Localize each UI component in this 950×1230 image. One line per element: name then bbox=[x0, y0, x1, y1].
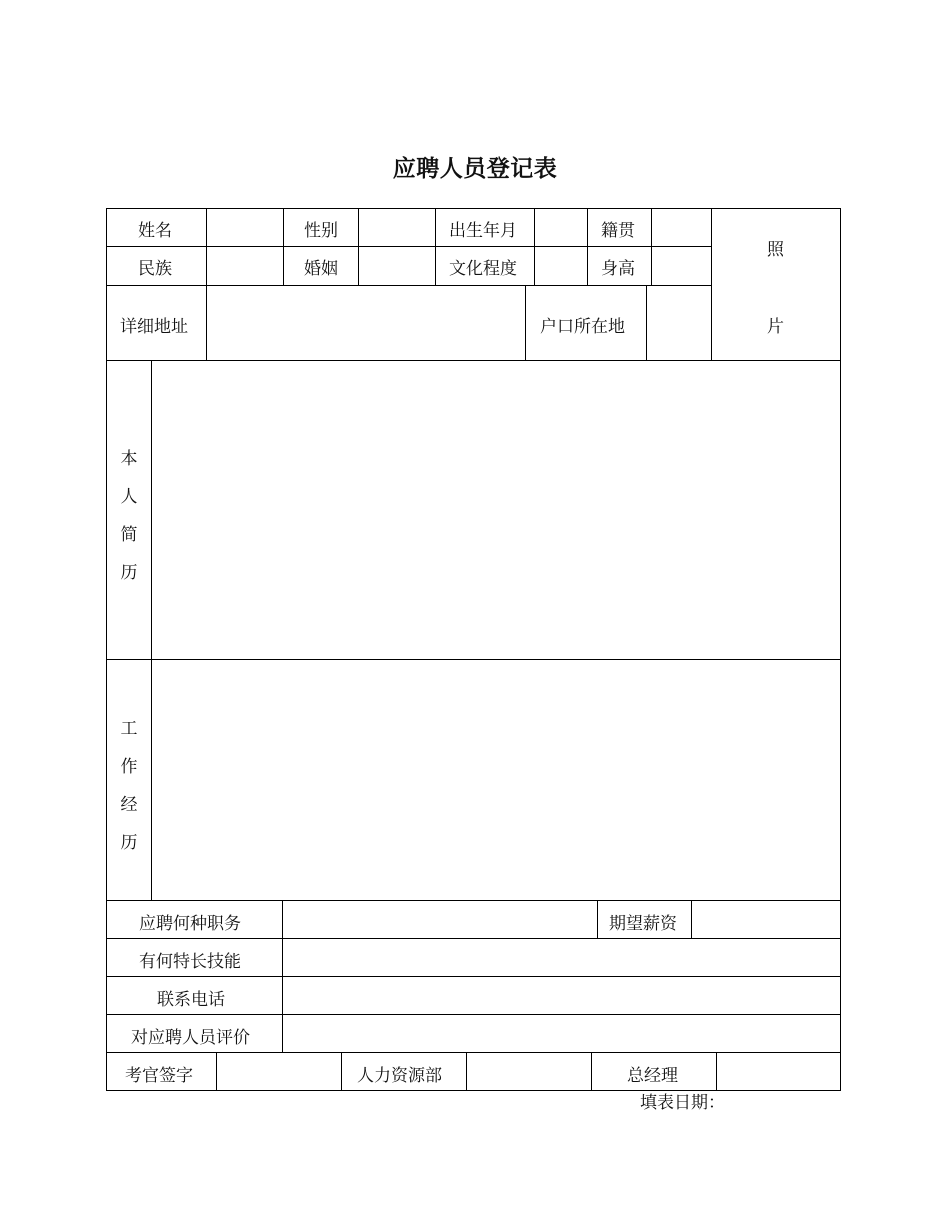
education-label: 文化程度 bbox=[449, 259, 517, 279]
expected-salary-field[interactable] bbox=[692, 901, 840, 938]
ethnicity-label: 民族 bbox=[138, 259, 172, 279]
birth-label: 出生年月 bbox=[449, 221, 517, 241]
form-title: 应聘人员登记表 bbox=[392, 156, 558, 182]
education-field[interactable] bbox=[535, 247, 587, 285]
marital-status-label: 婚姻 bbox=[304, 259, 338, 279]
hr-department-field[interactable] bbox=[467, 1053, 591, 1090]
address-label: 详细地址 bbox=[120, 317, 188, 337]
gender-label: 性别 bbox=[304, 221, 338, 241]
gender-field[interactable] bbox=[359, 209, 435, 246]
evaluation-label: 对应聘人员评价 bbox=[131, 1028, 250, 1048]
photo-label-char-1: 照 bbox=[767, 240, 784, 260]
height-label: 身高 bbox=[601, 259, 635, 279]
phone-field[interactable] bbox=[283, 977, 840, 1014]
ethnicity-field[interactable] bbox=[207, 247, 283, 285]
native-place-field[interactable] bbox=[652, 209, 711, 246]
work-experience-section-label: 工 作 经 历 bbox=[120, 719, 138, 853]
examiner-signature-field[interactable] bbox=[217, 1053, 341, 1090]
photo-box[interactable] bbox=[712, 209, 840, 360]
fill-date-label: 填表日期： bbox=[640, 1093, 725, 1113]
skills-field[interactable] bbox=[283, 939, 840, 976]
position-field[interactable] bbox=[283, 901, 597, 938]
evaluation-field[interactable] bbox=[283, 1015, 840, 1052]
resume-field[interactable] bbox=[152, 361, 840, 659]
address-field[interactable] bbox=[207, 286, 525, 360]
hr-department-label: 人力资源部 bbox=[357, 1066, 442, 1086]
height-field[interactable] bbox=[652, 247, 711, 285]
position-label: 应聘何种职务 bbox=[139, 914, 241, 934]
marital-status-field[interactable] bbox=[359, 247, 435, 285]
examiner-signature-label: 考官签字 bbox=[125, 1066, 193, 1086]
resume-section-label: 本 人 简 历 bbox=[120, 449, 138, 583]
name-label: 姓名 bbox=[138, 221, 172, 241]
native-place-label: 籍贯 bbox=[601, 221, 635, 241]
hukou-field[interactable] bbox=[647, 286, 711, 360]
birth-field[interactable] bbox=[535, 209, 587, 246]
general-manager-label: 总经理 bbox=[627, 1066, 678, 1086]
hukou-label: 户口所在地 bbox=[540, 317, 625, 337]
photo-label-char-2: 片 bbox=[767, 317, 784, 337]
phone-label: 联系电话 bbox=[157, 990, 225, 1010]
general-manager-field[interactable] bbox=[717, 1053, 840, 1090]
skills-label: 有何特长技能 bbox=[139, 952, 241, 972]
name-field[interactable] bbox=[207, 209, 283, 246]
work-experience-field[interactable] bbox=[152, 660, 840, 900]
expected-salary-label: 期望薪资 bbox=[609, 914, 677, 934]
